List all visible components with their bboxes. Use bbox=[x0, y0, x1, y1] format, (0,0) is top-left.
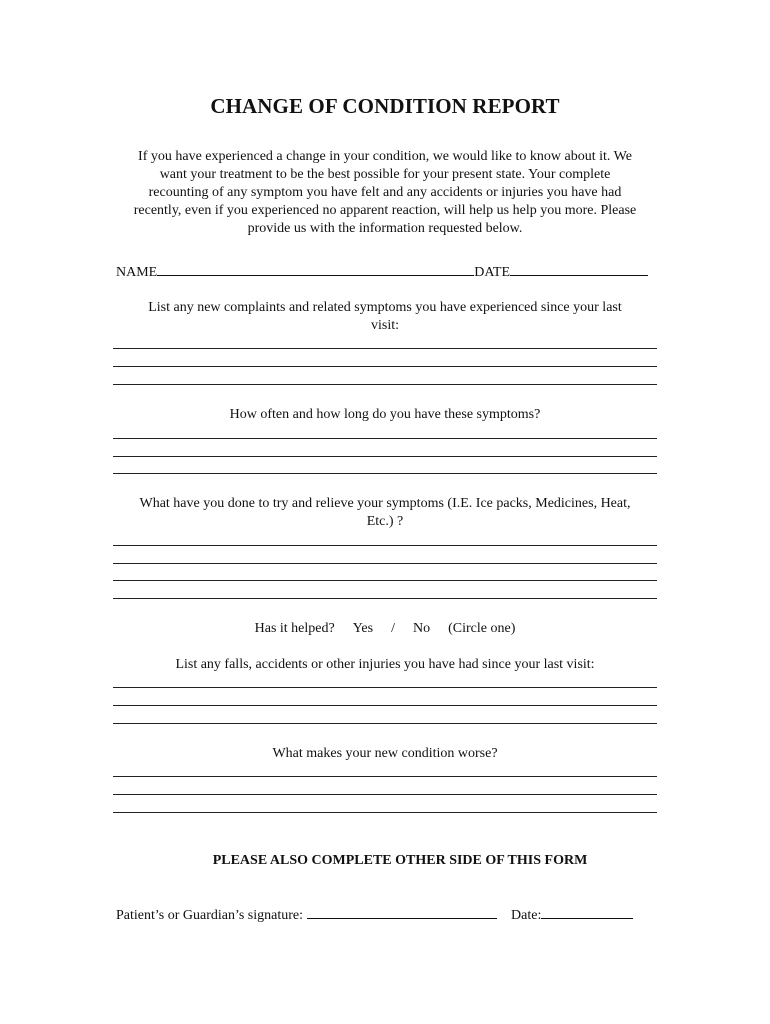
answer-line[interactable] bbox=[113, 384, 657, 385]
name-field[interactable] bbox=[157, 262, 474, 276]
answer-line[interactable] bbox=[113, 545, 657, 546]
signature-date-label: Date: bbox=[511, 908, 542, 923]
answer-line[interactable] bbox=[113, 473, 657, 474]
name-label: NAME bbox=[116, 265, 158, 280]
helped-question: Has it helped? bbox=[254, 621, 335, 636]
intro-line: want your treatment to be the best possible for your present state. Your complete bbox=[159, 167, 611, 182]
answer-line[interactable] bbox=[113, 563, 657, 564]
date-label: DATE bbox=[474, 265, 511, 280]
intro-line: provide us with the information requested below. bbox=[247, 221, 523, 236]
signature-field[interactable] bbox=[307, 905, 497, 919]
date-field[interactable] bbox=[510, 262, 648, 276]
answer-line[interactable] bbox=[113, 776, 657, 777]
question-line: Etc.) ? bbox=[366, 514, 404, 529]
question-frequency: How often and how long do you have these symptoms? bbox=[229, 407, 541, 422]
yes-option[interactable]: Yes bbox=[352, 621, 374, 636]
question-new-complaints bbox=[113, 299, 657, 335]
answer-line[interactable] bbox=[113, 456, 657, 457]
answer-line[interactable] bbox=[113, 687, 657, 688]
signature-label: Patient’s or Guardian’s signature: bbox=[116, 908, 304, 923]
question-line: visit: bbox=[370, 318, 399, 333]
intro-paragraph bbox=[105, 148, 665, 238]
other-side-notice: PLEASE ALSO COMPLETE OTHER SIDE OF THIS FORM bbox=[212, 853, 588, 868]
circle-one-note: (Circle one) bbox=[448, 621, 516, 636]
answer-line[interactable] bbox=[113, 705, 657, 706]
intro-line: recounting of any symptom you have felt and any accidents or injuries you have had bbox=[148, 185, 622, 200]
signature-date-field[interactable] bbox=[541, 905, 633, 919]
answer-line[interactable] bbox=[113, 348, 657, 349]
no-option[interactable]: No bbox=[412, 621, 431, 636]
answer-line[interactable] bbox=[113, 812, 657, 813]
intro-line: If you have experienced a change in your condition, we would like to know about it. We bbox=[138, 149, 632, 164]
answer-line[interactable] bbox=[113, 598, 657, 599]
answer-line[interactable] bbox=[113, 438, 657, 439]
name-date-row bbox=[116, 262, 648, 282]
answer-line[interactable] bbox=[113, 580, 657, 581]
question-relief bbox=[113, 495, 657, 531]
answer-line[interactable] bbox=[113, 366, 657, 367]
answer-line[interactable] bbox=[113, 794, 657, 795]
question-worse: What makes your new condition worse? bbox=[272, 746, 498, 761]
page-title: CHANGE OF CONDITION REPORT bbox=[210, 94, 560, 118]
signature-row bbox=[116, 905, 633, 925]
question-falls-injuries: List any falls, accidents or other injuries you have had since your last visit: bbox=[175, 657, 595, 672]
answer-line[interactable] bbox=[113, 723, 657, 724]
helped-row bbox=[113, 620, 657, 638]
question-line: What have you done to try and relieve your symptoms (I.E. Ice packs, Medicines, Heat, bbox=[139, 496, 631, 511]
question-line: List any new complaints and related symptoms you have experienced since your last bbox=[148, 300, 622, 315]
option-separator: / bbox=[391, 621, 395, 636]
intro-line: recently, even if you experienced no apparent reaction, will help us help you more. Please bbox=[133, 203, 637, 218]
